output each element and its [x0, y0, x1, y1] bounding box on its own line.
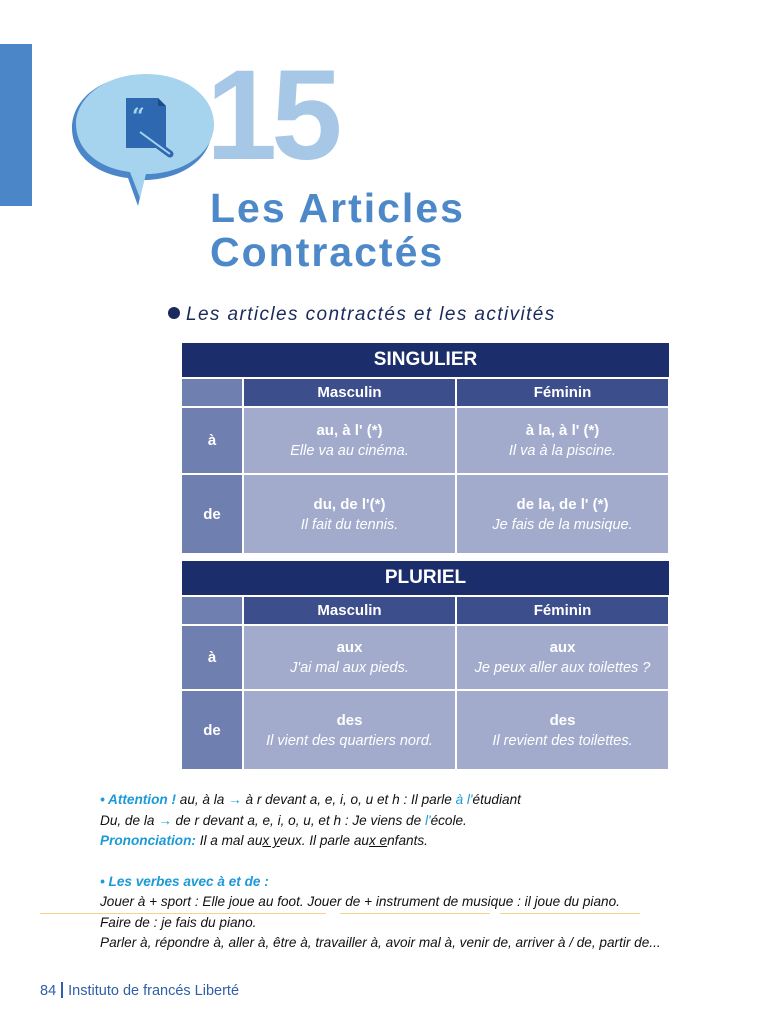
verbes-label: • Les verbes avec à et de : [100, 873, 269, 889]
cell-form: au, à l' (*) [316, 422, 383, 439]
highlight-underline [340, 913, 490, 914]
table-cell [457, 408, 668, 473]
singulier-table [182, 343, 669, 553]
table-corner [182, 597, 242, 624]
column-header-feminin: Féminin [457, 597, 668, 624]
bullet-icon [168, 307, 180, 319]
speech-bubble-icon [66, 70, 216, 210]
publisher-name: Instituto de francés Liberté [68, 983, 240, 999]
side-accent-bar [0, 44, 32, 206]
note-text: eux. Il parle au [279, 833, 369, 848]
cell-example: Je peux aller aux toilettes ? [474, 660, 651, 676]
page-title [210, 186, 465, 274]
note-highlight: l' [424, 812, 431, 828]
verbes-line-2: Faire de : je fais du piano. [100, 914, 257, 930]
table-cell [244, 408, 455, 473]
chapter-number: 15 [206, 44, 337, 187]
table-corner [182, 379, 242, 406]
note-highlight: à l' [455, 792, 473, 807]
page-footer [40, 982, 239, 999]
cell-form: des [549, 711, 576, 729]
prononciation-line [100, 831, 740, 852]
row-header: de [182, 475, 242, 553]
row-header: à [182, 626, 242, 689]
column-header-masculin: Masculin [244, 597, 455, 624]
verbes-line-3: Parler à, répondre à, aller à, être à, travailler à, avoir mal à, venir de, arriver à / de, partir de... [100, 935, 661, 950]
column-header-masculin: Masculin [244, 379, 455, 406]
note-text: à r devant a, e, i, o, u et h : Il parle [241, 792, 456, 807]
note-text: de r devant a, e, i, o, u, et h : Je viens de [171, 812, 425, 828]
highlight-underline [40, 913, 326, 914]
svg-text:“: “ [132, 104, 145, 130]
note-text: Du, de la [100, 812, 159, 828]
liaison-mark: x y [262, 833, 280, 848]
cell-form: aux [336, 639, 363, 656]
footer-separator [61, 982, 63, 998]
prononciation-label: Prononciation: [100, 833, 196, 848]
note-text: étudiant [472, 792, 521, 807]
grammar-notes [100, 790, 740, 954]
cell-form: aux [549, 639, 576, 656]
table-title: SINGULIER [182, 343, 669, 377]
table-cell [457, 475, 668, 553]
section-heading [168, 304, 556, 326]
cell-example: Il fait du tennis. [300, 516, 399, 533]
row-header: de [182, 691, 242, 769]
cell-form: de la, de l' (*) [516, 495, 609, 513]
table-cell [244, 691, 455, 769]
du-line [100, 811, 740, 832]
attention-line [100, 790, 740, 811]
arrow-right-icon: → [228, 792, 242, 807]
note-text: Il a mal au [195, 833, 263, 848]
table-cell [244, 475, 455, 553]
page-number: 84 [40, 983, 57, 999]
attention-label: • Attention ! [100, 792, 176, 807]
title-line-2: Contractés [210, 229, 445, 275]
note-text: nfants. [387, 833, 428, 848]
section-heading-text: Les articles contractés et les activités [186, 304, 556, 325]
pen-paper-icon [126, 98, 170, 154]
table-title: PLURIEL [182, 561, 669, 595]
arrow-right-icon: → [158, 812, 172, 828]
cell-form: du, de l'(*) [313, 495, 386, 513]
cell-example: Elle va au cinéma. [290, 443, 409, 459]
cell-example: J'ai mal aux pieds. [290, 660, 409, 676]
cell-form: à la, à l' (*) [525, 422, 600, 439]
title-line-1: Les Articles [210, 185, 465, 231]
cell-example: Il va à la piscine. [508, 443, 617, 459]
note-text: au, à la [175, 792, 229, 807]
row-header: à [182, 408, 242, 473]
note-text: école. [430, 812, 467, 828]
cell-example: Je fais de la musique. [492, 516, 633, 533]
table-cell [457, 691, 668, 769]
pluriel-table [182, 561, 669, 769]
cell-form: des [336, 711, 363, 729]
verbes-line-1: Jouer à + sport : Elle joue au foot. Jouer de + instrument de musique : il joue du piano. [100, 894, 620, 909]
cell-example: Il revient des toilettes. [492, 732, 633, 749]
liaison-mark: x e [368, 833, 388, 848]
table-cell [457, 626, 668, 689]
cell-example: Il vient des quartiers nord. [266, 732, 433, 749]
column-header-feminin: Féminin [457, 379, 668, 406]
highlight-underline [500, 913, 640, 914]
table-cell [244, 626, 455, 689]
